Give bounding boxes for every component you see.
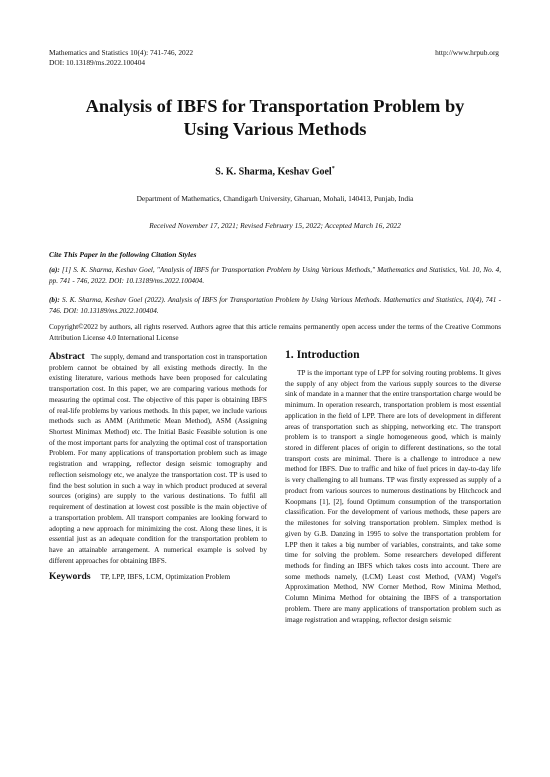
right-column [285,348,501,625]
authors [40,163,510,178]
citation-b-text: S. K. Sharma, Keshav Goel (2022). Analysis of IBFS for Transportation Problem by Using Various Methods. Mathematics and Statistics, 10(4), 741 - 746. DOI: 10.13189/ms.2022.100404. [49,296,502,315]
introduction-text: TP is the important type of LPP for solving routing problems. It gives the supply of any object from the various supply sources to the diverse sink of mandate in a manner that the entire transportation charge would be minimum. In operation research, transportation problem is most essential application in the field of LPP. There are lots of development in different areas of transportation such as shipping, networking etc. The transport problem is to transport a single homogeneous good, which is mainly stored in different places of origin to different destinations, so the total transport costs are minimal. There is a challenge to introduce a new method for IBFS. Due to traffic and hike of fuel prices in day-to-day life is very challenging to all humans. TP was firstly expressed as supply of a product from various sources to numerous destinations by Hitchcock and Koopmans [1], [2], found Optimum consumption of the transportation classification. For the development of various methods, these papers are the milestones for solving transportation problem. Simplex method is given by G.B. Danzing in 1995 to solve the transportation problem for LPP then it takes a big number of variables, constraints, and take some time for solving the problem. Some researchers developed different methods for finding an IBFS which takes costs into account. There are some methods namely, (LCM) Least cost Method, (VAM) Vogel's Approximation Method, NW Corner Method, Row Minima Method, Column Minima Method for obtaining the IBFS of a transportation problem. There are many applications of transportation problem such as image registration and wrapping, reflector design seismic [285,369,501,624]
journal-url[interactable]: http://www.hrpub.org [435,48,499,57]
abstract [49,352,267,566]
keywords [49,572,267,583]
publication-dates: Received November 17, 2021; Revised February 15, 2022; Accepted March 16, 2022 [149,221,401,230]
section-heading-introduction: 1. Introduction [285,348,360,361]
left-column [49,352,267,583]
citation-b-label: (b): [49,296,60,304]
journal-header [49,48,193,68]
citation-heading: Cite This Paper in the following Citation Styles [49,250,197,259]
citation-a-text: [1] S. K. Sharma, Keshav Goel, "Analysis of IBFS for Transportation Problem by Using Various Methods," Mathematics and Statistics, Vol. 10, No. 4, pp. 741 - 746, 2022. DOI: 10.13189/ms.2022.100404. [49,266,501,285]
citation-style-a [49,265,501,286]
corresponding-author-mark: * [331,166,335,172]
abstract-text: The supply, demand and transportation cost in transportation problem cannot be obtained by all existing methods directly. In the existing literature, various methods have been proposed for calculating transportation cost. In this paper, we are comparing various methods for measuring the optimal cost. The objective of this paper is obtaining IBFS of real-life problems by various methods. In this paper, we include various methods such as AMM (Arithmetic Mean Method), ASM (Assigning Shortest Minimax Method) etc. The Initial Basic Feasible solution is one of the most important parts for analyzing the optimal cost of transportation Problem. For many applications of transportation problem such as image registration and wrapping, reflector design seismic tomography and reflection seismology etc, we analyze the transportation cost. TP is used to find the best solution in such a way in which product produced at several sources (origins) are supply to the various destinations. To fulfil all requirement of destination at lowest cost possible is the main objective of a transportation problem. All transport companies are looking forward to adopting a new approach for minimizing the cost. Along these lines, it is essential just as an adequate condition for the transportation problem to have an attainable arrangement. A numerical example is solved by different approaches for obtaining IBFS. [49,353,267,565]
citation-a-label: (a): [49,266,60,274]
affiliation: Department of Mathematics, Chandigarh University, Gharuan, Mohali, 140413, Punjab, India [136,194,414,203]
paper-title [40,95,510,141]
title-line-2: Using Various Methods [183,119,367,139]
citation-style-b [49,295,501,316]
title-line-1: Analysis of IBFS for Transportation Problem by [85,96,465,116]
keywords-label: Keywords [49,571,91,583]
keywords-text: TP, LPP, IBFS, LCM, Optimization Problem [100,573,231,582]
journal-citation: Mathematics and Statistics 10(4): 741-746, 2022 [49,48,194,57]
journal-doi[interactable]: DOI: 10.13189/ms.2022.100404 [49,58,146,67]
author-names: S. K. Sharma, Keshav Goel [215,166,332,178]
copyright-notice: Copyright©2022 by authors, all rights reserved. Authors agree that this article remains permanently open access under the terms of the Creative Commons Attribution License 4.0 International License [49,323,501,342]
abstract-label: Abstract [49,351,85,362]
